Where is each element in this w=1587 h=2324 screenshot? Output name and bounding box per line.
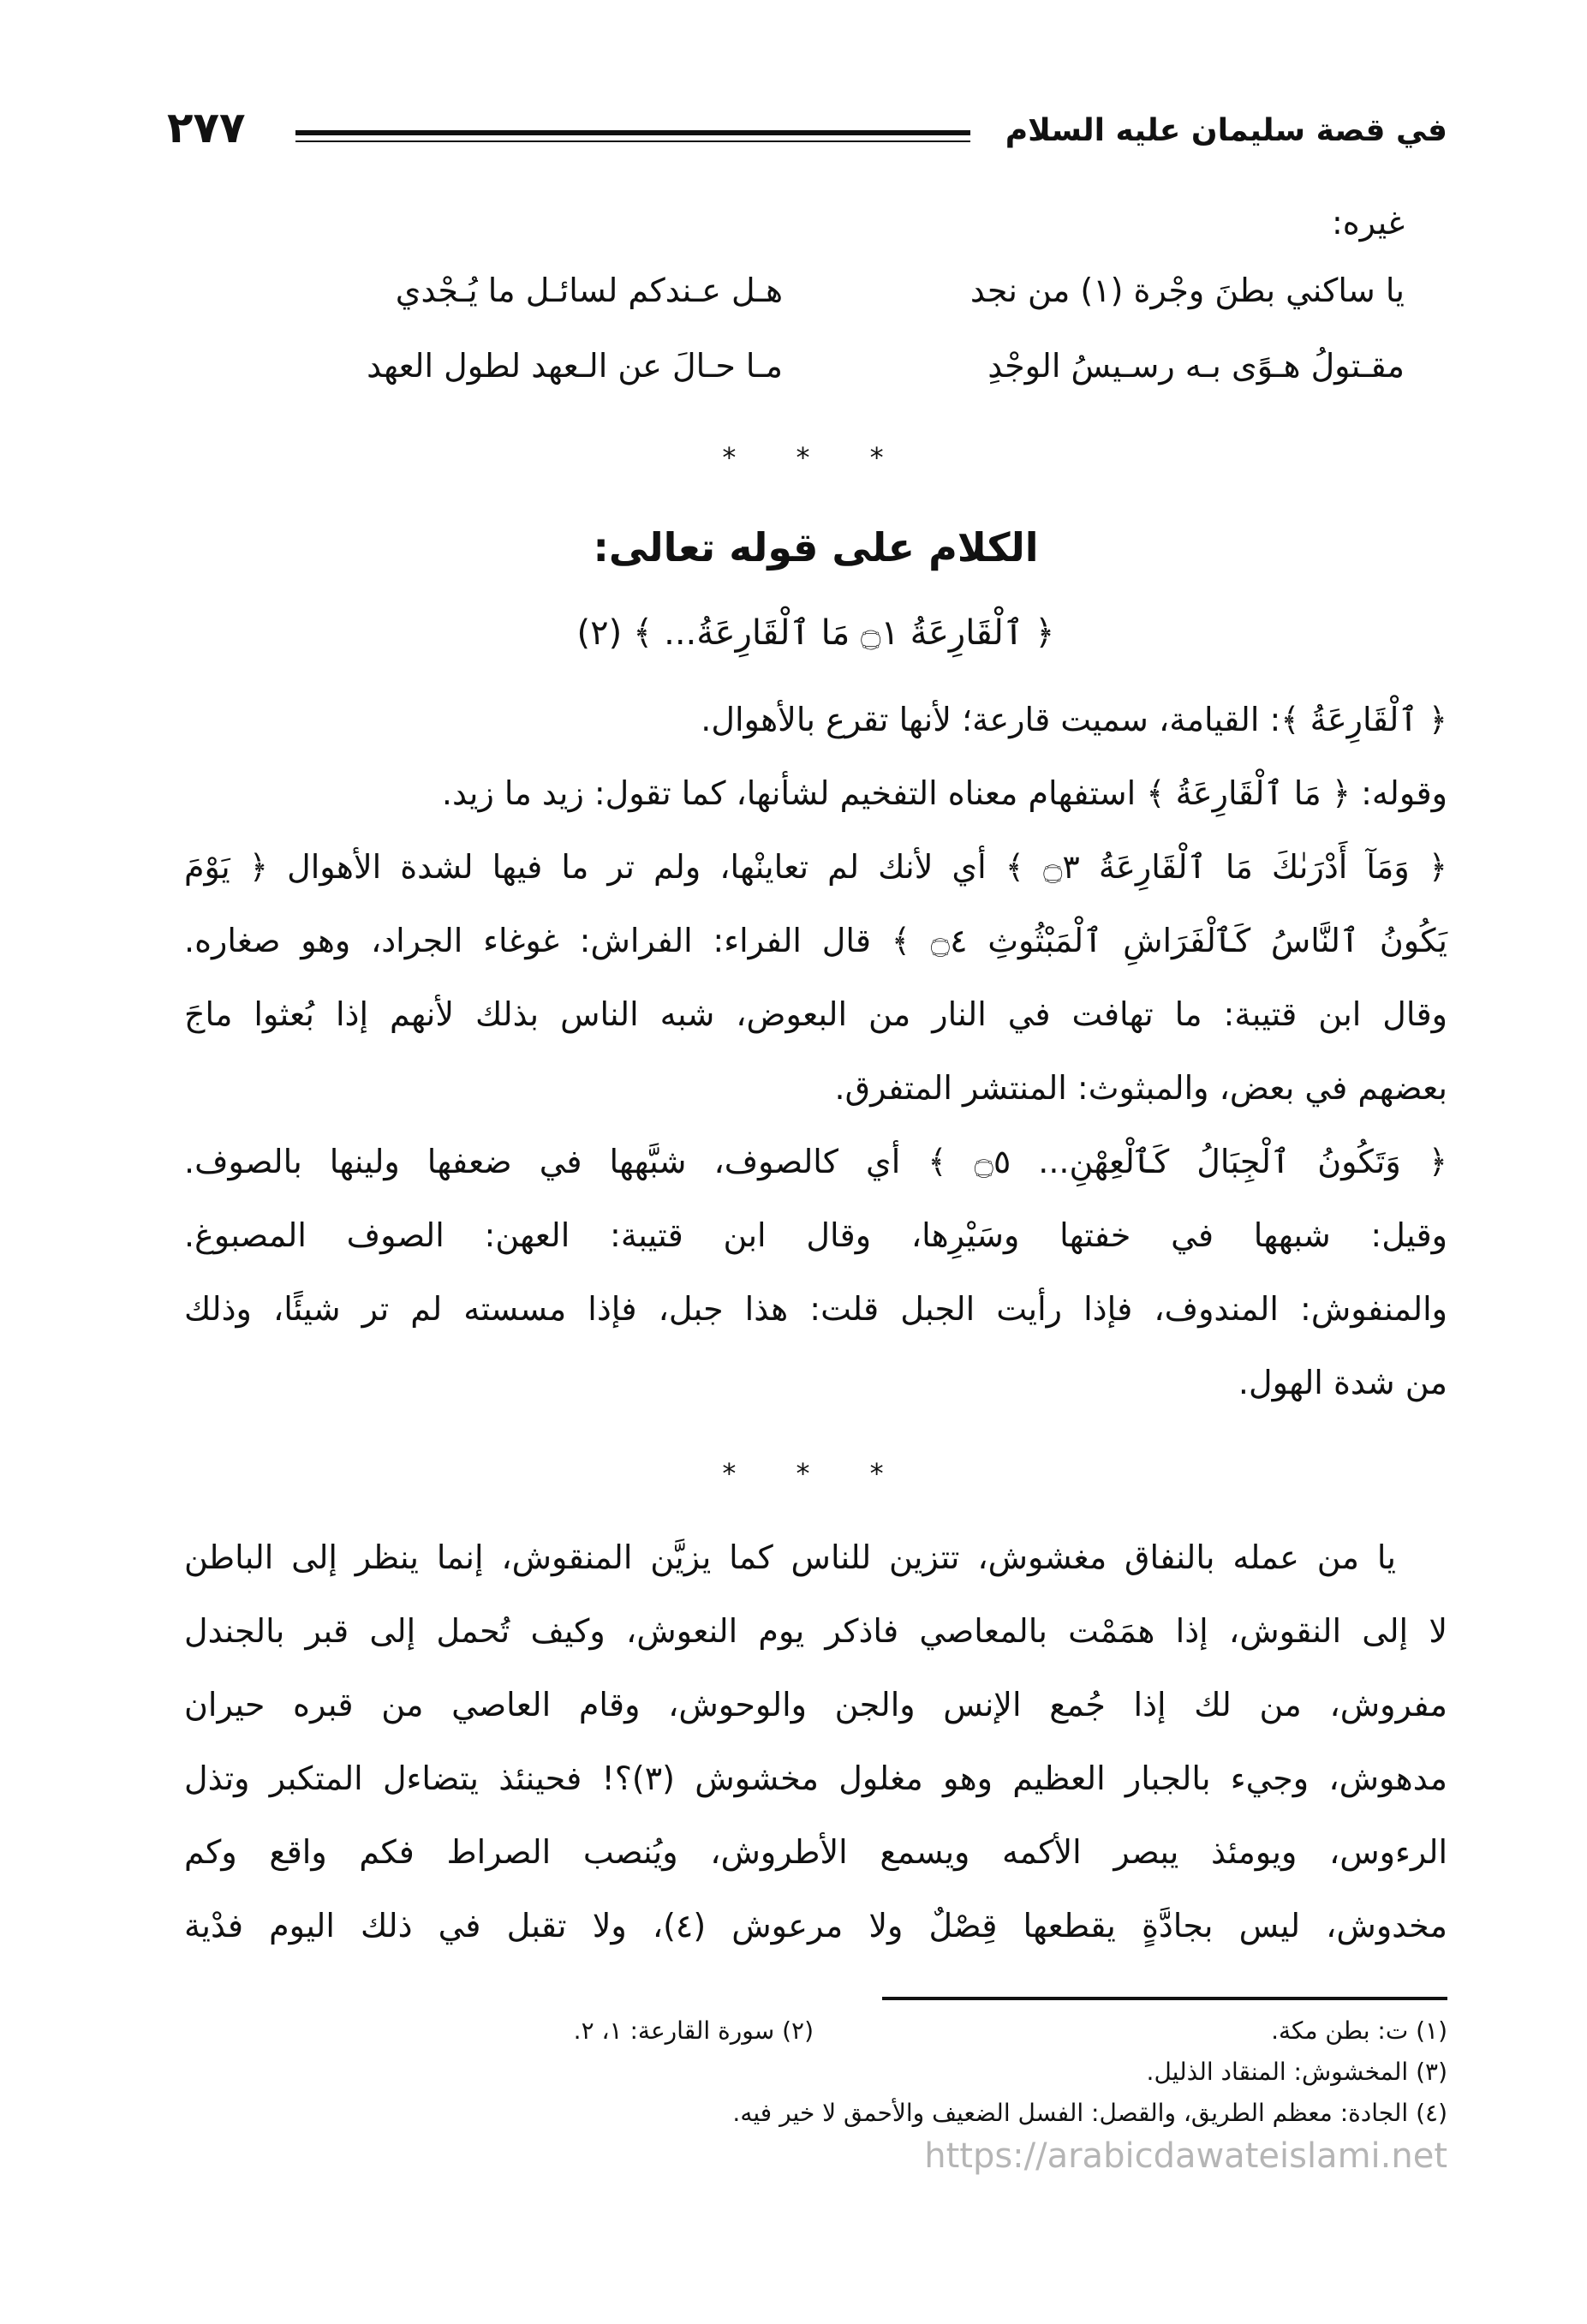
verse-1-first-hemistich: يا ساكني بطنَ وجْرة (١) من نجد: [970, 272, 1405, 309]
footnote-2: (٢) سورة القارعة: ١، ٢.: [573, 2016, 814, 2045]
watermark-url: https://arabicdawateislami.net: [924, 2136, 1447, 2176]
poem-verse: [184, 328, 1447, 403]
verse-2-second-hemistich: مـا حـالَ عن الـعهد لطول العهد: [367, 347, 783, 385]
text-line: مخدوش، ليس بجادَّةٍ يقطعها قِصْلٌ ولا مرعوش (٤)، ولا تقبل في ذلك اليوم فدْية: [184, 1907, 1447, 1945]
section-heading: الكلام على قوله تعالى:: [593, 524, 1039, 571]
section-separator-2: * * *: [722, 1457, 910, 1490]
section-separator: * * *: [722, 441, 910, 474]
text-line: مدهوش، وجيء بالجبار العظيم وهو مغلول مخشوش (٣)؟! فحينئذ يتضاءل المتكبر وتذل: [184, 1759, 1448, 1797]
page-body: [184, 193, 1447, 2182]
verse-2-first-hemistich: مقـتولُ هـوًى بـه رسـيسُ الوجْدِ: [987, 347, 1405, 385]
text-line: ﴿ وَتَكُونُ ٱلْجِبَالُ كَٱلْعِهْنِ... ۝٥ ﴾ أي كالصوف، شبَّهها في ضعفها ولينها بالصوف.: [184, 1143, 1447, 1180]
text-line: وقوله: ﴿ مَا ٱلْقَارِعَةُ ﴾ استفهام معناه التفخيم لشأنها، كما تقول: زيد ما زيد.: [441, 774, 1447, 812]
footnote-3: (٣) المخشوش: المنقاد الذليل.: [1146, 2058, 1447, 2086]
text-line: وقال ابن قتيبة: ما تهافت في النار من البعوض، شبه الناس بذلك لأنهم إذا بُعثوا ماجَ: [184, 995, 1447, 1033]
text-line: الرءوس، ويومئذ يبصر الأكمه ويسمع الأطروش، ويُنصب الصراط فكم واقع وكم: [184, 1833, 1447, 1871]
poem-intro: غيره:: [1331, 204, 1405, 242]
running-header-title: في قصة سليمان عليه السلام: [1005, 113, 1447, 148]
footnote-row: [184, 2010, 1447, 2052]
text-line: ﴿ وَمَآ أَدْرَىٰكَ مَا ٱلْقَارِعَةُ ۝٣ ﴾ أي لأنك لم تعاينْها، ولم تر ما فيها لشدة الأهوال ﴿ يَوْمَ: [184, 848, 1447, 886]
verse-1-second-hemistich: هـل عـندكم لسائـل ما يُـجْدي: [395, 272, 783, 309]
quran-verse-heading: ﴿ ٱلْقَارِعَةُ ۝١ مَا ٱلْقَارِعَةُ... ﴾ (٢): [576, 613, 1055, 653]
paragraph-2: [184, 1520, 1447, 1963]
text-line: لا إلى النقوش، إذا همَمْت بالمعاصي فاذكر يوم النعوش، وكيف تُحمل إلى قبر بالجندل: [184, 1612, 1447, 1650]
header-rule: [295, 130, 970, 135]
poem-verse: [184, 253, 1447, 328]
text-line: وقيل: شبهها في خفتها وسَيْرِها، وقال ابن قتيبة: العهن: الصوف المصبوغ.: [184, 1216, 1447, 1254]
text-line: ﴿ ٱلْقَارِعَةُ ﴾: القيامة، سميت قارعة؛ لأنها تقرع بالأهوال.: [701, 701, 1447, 738]
text-line: من شدة الهول.: [1238, 1364, 1447, 1401]
text-line: يَكُونُ ٱلنَّاسُ كَٱلْفَرَاشِ ٱلْمَبْثُوثِ ۝٤ ﴾ قال الفراء: الفراش: غوغاء الجراد، وهو صغاره.: [184, 922, 1447, 959]
page-number: ٢٧٧: [167, 103, 246, 152]
text-line: والمنفوش: المندوف، فإذا رأيت الجبل قلت: هذا جبل، فإذا مسسته لم تر شيئًا، وذلك: [184, 1290, 1447, 1328]
footnote-4: (٤) الجادة: معظم الطريق، والقصل: الفسل الضعيف والأحمق لا خير فيه.: [732, 2099, 1447, 2127]
header-rule-thin: [295, 140, 970, 142]
footnote-rule: [882, 1997, 1447, 2000]
paragraph-1: [184, 683, 1447, 1419]
text-line: يا من عمله بالنفاق مغشوش، تتزين للناس كما يزيَّن المنقوش، إنما ينظر إلى الباطن: [184, 1538, 1396, 1576]
text-line: بعضهم في بعض، والمبثوث: المنتشر المتفرق.: [834, 1069, 1447, 1107]
text-line: مفروش، من لك إذا جُمع الإنس والجن والوحوش، وقام العاصي من قبره حيران: [184, 1686, 1447, 1724]
footnote-1: (١) ت: بطن مكة.: [1271, 2016, 1447, 2045]
